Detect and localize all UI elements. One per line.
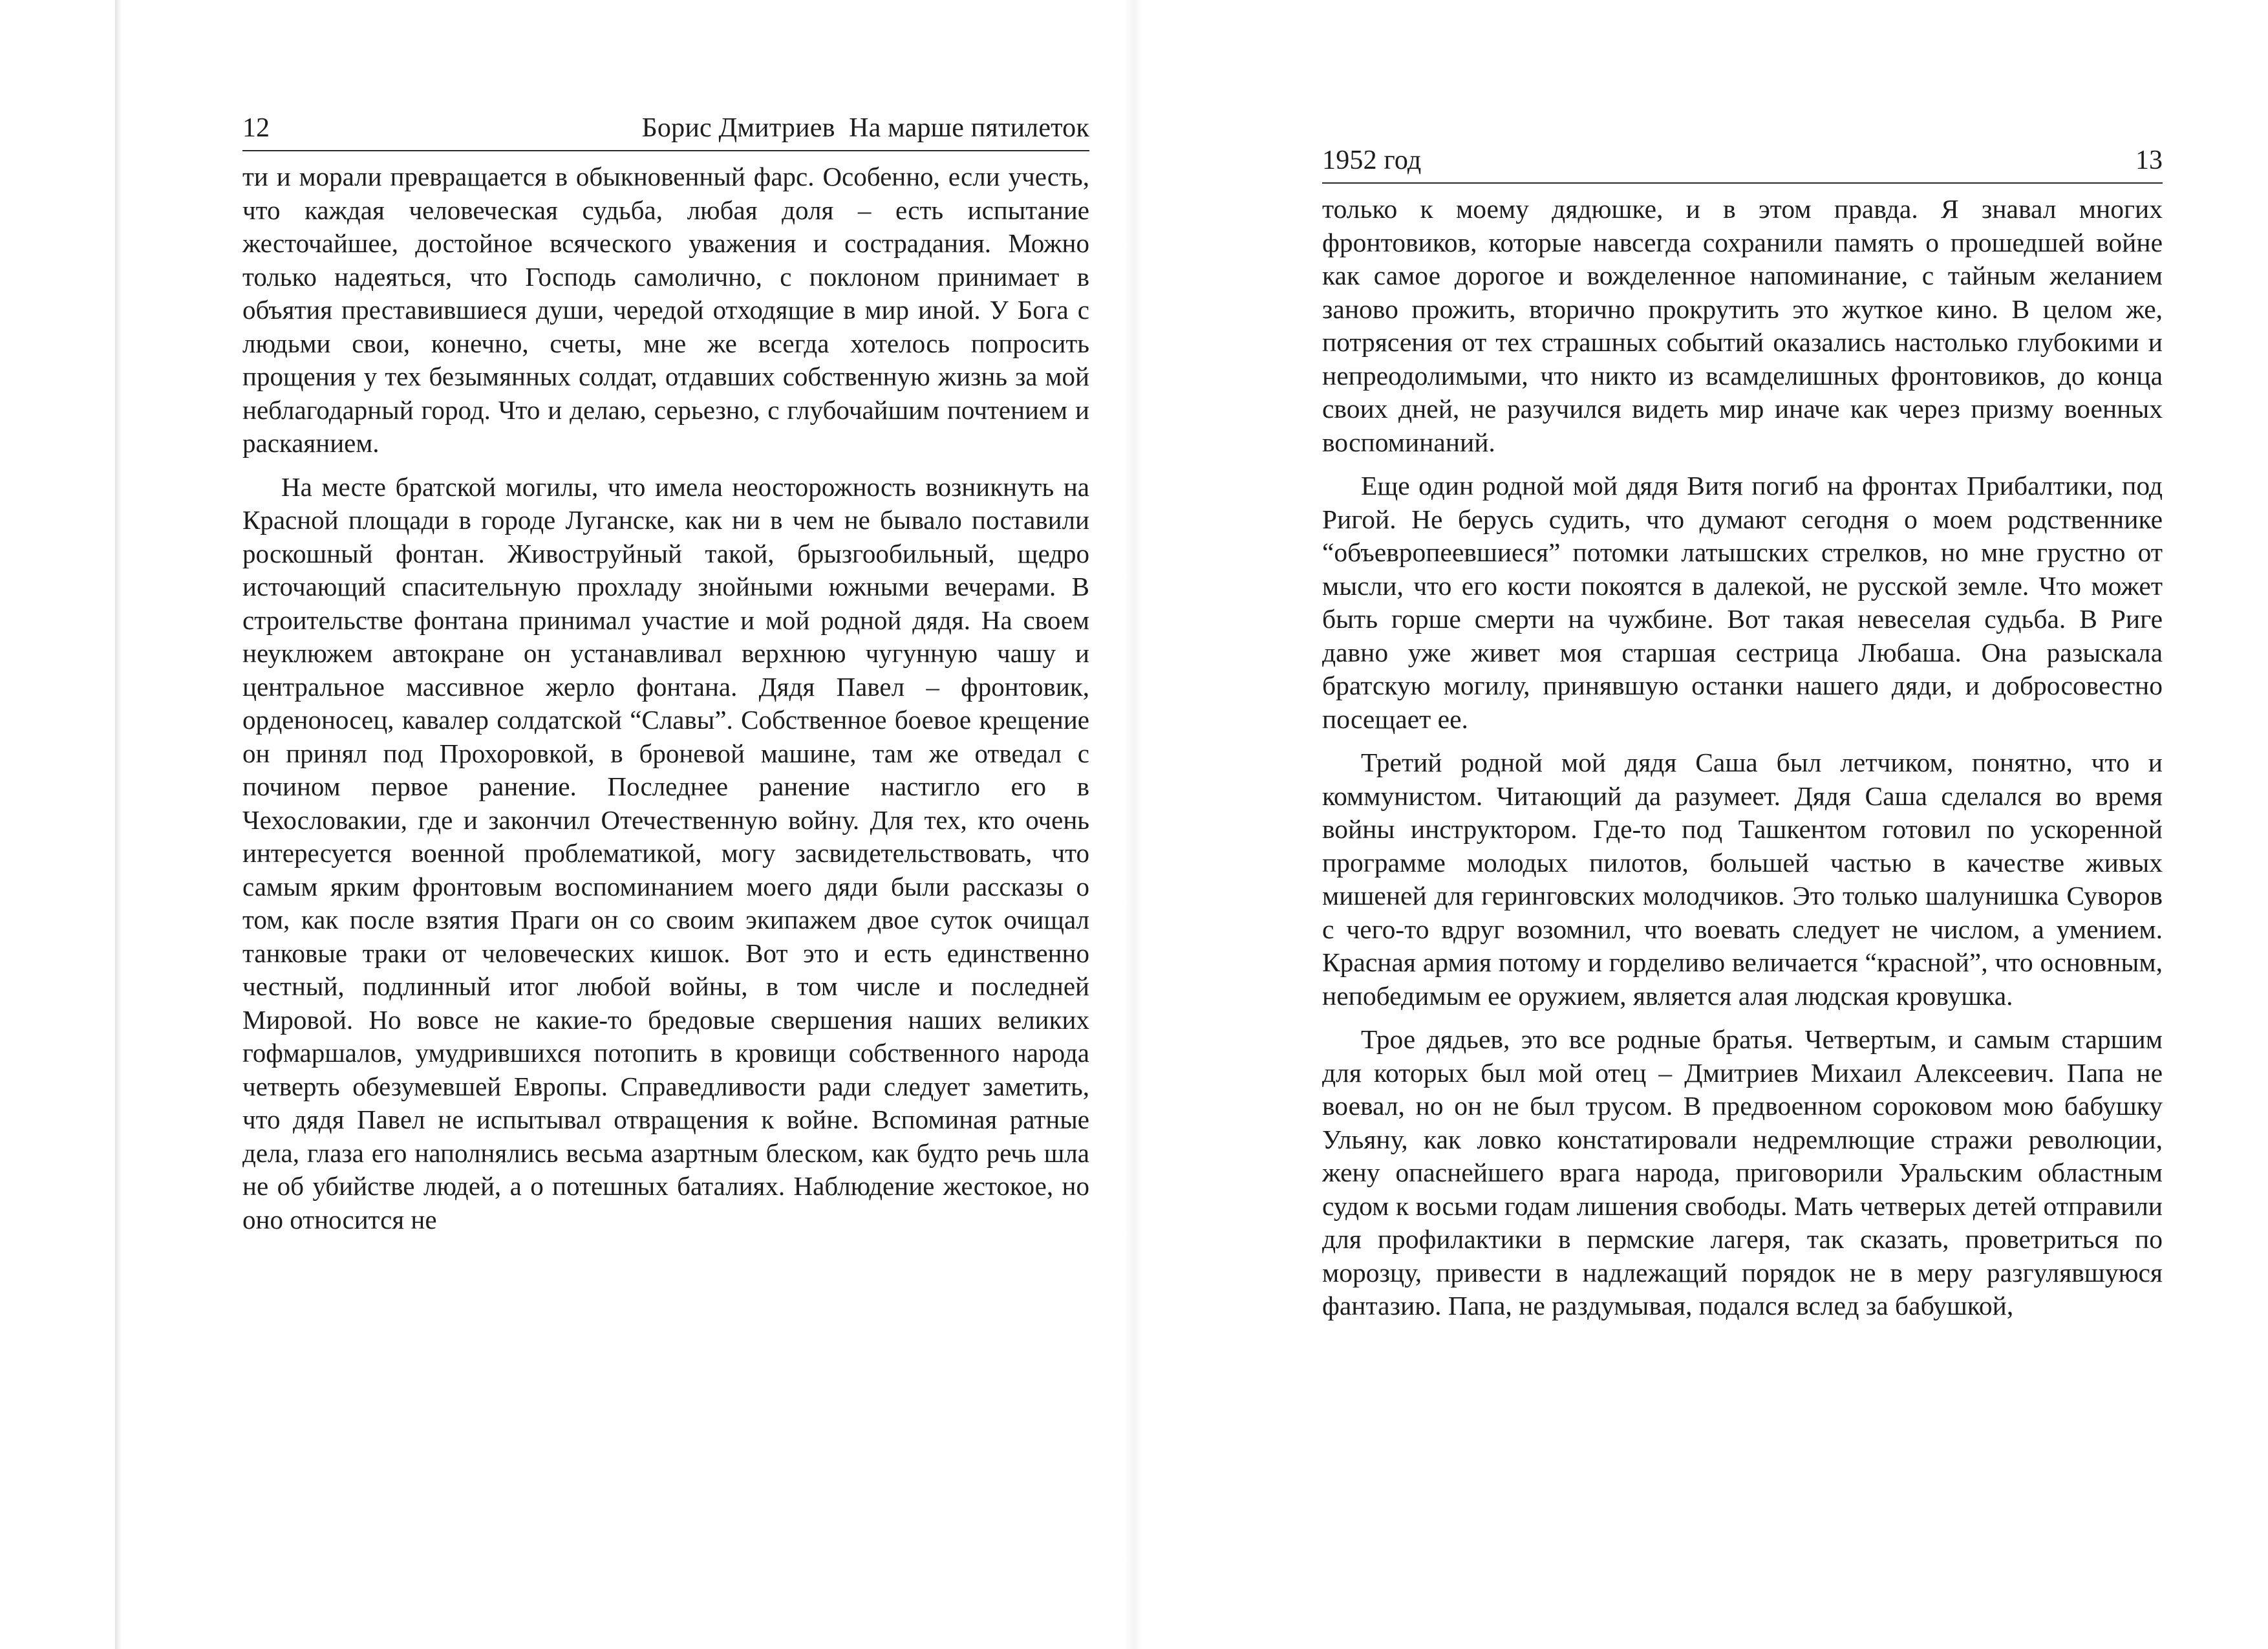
left-running-title: Борис Дмитриев На марше пятилеток: [641, 113, 1089, 143]
right-running-head: [1322, 142, 2163, 184]
right-running-title: 1952 год: [1322, 146, 1422, 175]
left-paragraph-1: ти и морали превращается в обыкновенный фарс. Особенно, если учесть, что каждая человеческая судьба, любая доля – есть испытание жесточайшее, достойное всяческого уважения и сострадания. Можно только надеяться, что Господь самолично, с поклоном принимает в объятия преставившиеся души, чередой отходящие в мир иной. У Бога с людьми свои, конечно, счеты, мне же всегда хотелось попросить прощения у тех безымянных солдат, отдавших собственную жизнь за мой неблагодарный город. Что и делаю, серьезно, с глубочайшим почтением и раскаянием.: [242, 162, 1089, 458]
left-body-text: [242, 160, 1089, 1236]
left-page: [242, 110, 1089, 1236]
right-page-number: 13: [2135, 146, 2163, 175]
book-gutter: [1125, 0, 1143, 1649]
left-paragraph-2: На месте братской могилы, что имела неосторожность возникнуть на Красной площади в городе Луганске, как ни в чем не бывало поставили роскошный фонтан. Живоструйный такой, брызгообильный, щедро источающий спасительную прохладу знойными южными вечерами. В строительстве фонтана принимал участие и мой родной дядя. На своем неуклюжем автокране он устанавливал верхнюю чугунную чашу и центральное массивное жерло фонтана. Дядя Павел – фронтовик, орденоносец, кавалер солдатской “Славы”. Собственное боевое крещение он принял под Прохоровкой, в броневой машине, там же отведал с почином первое ранение. Последнее ранение настигло его в Чехословакии, где и закончил Отечественную войну. Для тех, кто очень интересуется военной проблематикой, могу засвидетельствовать, что самым ярким фронтовым воспоминанием моего дяди были рассказы о том, как после взятия Праги он со своим экипажем двое суток очищал танковые траки от человеческих кишок. Вот это и есть единственно честный, подлинный итог любой войны, в том числе и последней Мировой. Но вовсе не какие-то бредовые свершения наших великих гофмаршалов, умудрившихся потопить в кровищи собственного народа четверть обезумевшей Европы. Справедливости ради следует заметить, что дядя Павел не испытывал отвращения к войне. Вспоминая ратные дела, глаза его наполнялись весьма азартным блеском, как будто речь шла не об убийстве людей, а о потешных баталиях. Наблюдение жестокое, но оно относится не: [242, 471, 1089, 1234]
right-paragraph-4: Трое дядьев, это все родные братья. Четвертым, и самым старшим для которых был мой отец – Дмитриев Михаил Алексеевич. Папа не воевал, но он не был трусом. В предвоенном сороковом мою бабушку Ульяну, как ловко констатировали недремлющие стражи революции, жену опаснейшего врага народа, приговорили Уральским областным судом к восьми годам лишения свободы. Мать четверых детей отправили для профилактики в пермские лагеря, так сказать, проветриться по морозцу, привести в надлежащий порядок не в меру разгулявшуюся фантазию. Папа, не раздумывая, подался вслед за бабушкой,: [1322, 1024, 2163, 1320]
left-running-head: [242, 110, 1089, 151]
right-paragraph-3: Третий родной мой дядя Саша был летчиком, понятно, что и коммунистом. Читающий да разумеет. Дядя Саша сделался во время войны инструктором. Где-то под Ташкентом готовил по ускоренной программе молодых пилотов, большей частью в качестве живых мишеней для геринговских молодчиков. Это только шалунишка Суворов с чего-то вдруг возомнил, что воевать следует не числом, а умением. Красная армия потому и горделиво величается “красной”, что основным, непобедимым ее оружием, является алая людская кровушка.: [1322, 748, 2163, 1011]
right-body-text: [1322, 193, 2163, 1323]
right-paragraph-1: только к моему дядюшке, и в этом правда. Я знавал многих фронтовиков, которые навсегда сохранили память о прошедшей войне как самое дорогое и вожделенное напоминание, с тайным желанием заново прожить, вторично прокрутить это жуткое кино. В целом же, потрясения от тех страшных событий оказались настолько глубокими и непреодолимыми, что никто из всамделишных фронтовиков, до конца своих дней, не разучился видеть мир иначе как через призму военных воспоминаний.: [1322, 194, 2163, 457]
right-page: [1322, 142, 2163, 1323]
page-edge-shadow: [115, 0, 122, 1649]
left-page-number: 12: [242, 113, 270, 143]
right-paragraph-2: Еще один родной мой дядя Витя погиб на фронтах Прибалтики, под Ригой. Не берусь судить, что думают сегодня о моем родственнике “объевропеевшиеся” потомки латышских стрелков, но мне грустно от мысли, что его кости покоятся в далекой, не русской земле. Что может быть горше смерти на чужбине. Вот такая невеселая судьба. В Риге давно уже живет моя старшая сестрица Любаша. Она разыскала братскую могилу, принявшую останки нашего дяди, и добросовестно посещает ее.: [1322, 471, 2163, 734]
